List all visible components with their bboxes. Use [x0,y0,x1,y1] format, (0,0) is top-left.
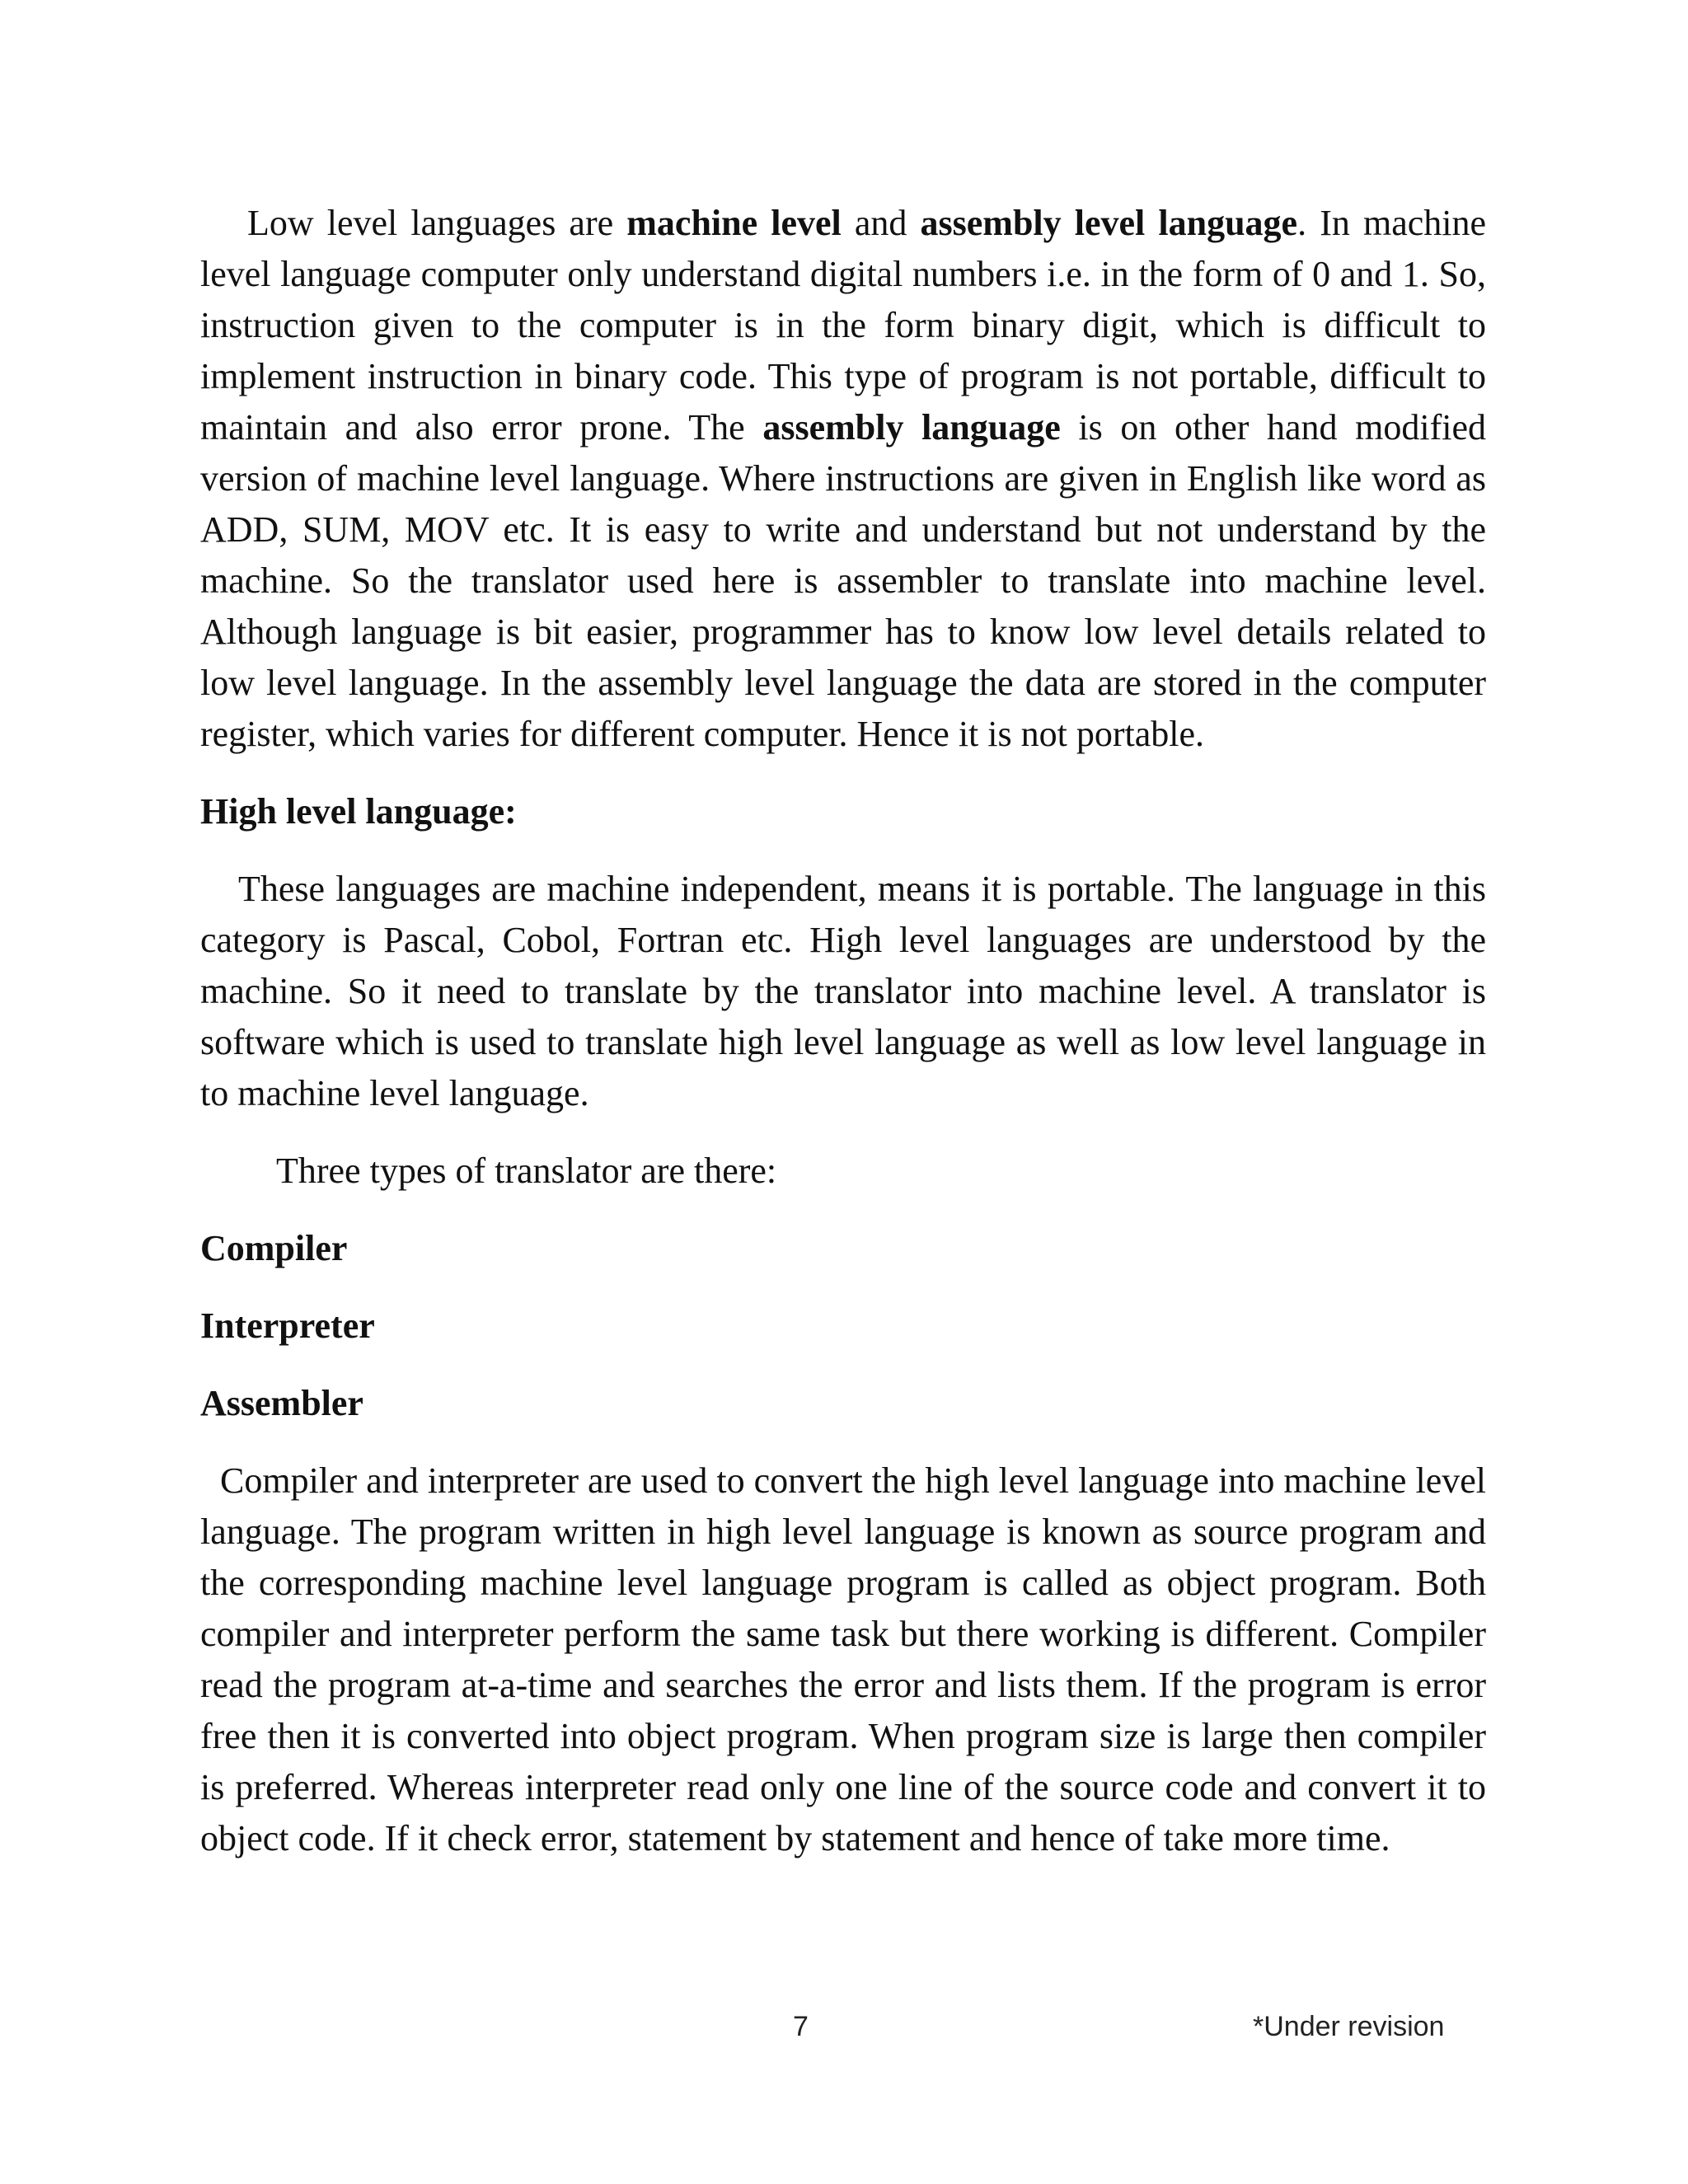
translator-type-compiler: Compiler [200,1228,348,1268]
translator-intro: Three types of translator are there: [276,1151,777,1191]
translator-type-interpreter: Interpreter [200,1305,375,1346]
heading-high-level-language: High level language: [200,791,517,832]
paragraph-low-level [200,198,1486,760]
p1-bold-machine-level: machine level [626,203,842,243]
paragraph-high-level: These languages are machine independent, means it is portable. The language in this category is Pascal, Cobol, Fortran etc. High level languages are understood by the machine. So it need to translate by the translator into machine level. A translator is software which is used to translate high level language as well as low level language in to machine level language. [200,869,1486,1113]
p1-bold-assembly-level-language: assembly level language [920,203,1298,243]
p1-text-2: and [841,203,921,243]
translator-type-assembler: Assembler [200,1383,363,1423]
p1-text-1: Low level languages are [247,203,627,243]
page-number: 7 [793,2011,809,2042]
p1-text-4: is on other hand modified version of machine level language. Where instructions are given in English like word as ADD, SUM, MOV etc. It is easy to write and understand but not understand by the machine. So the translator used here is assembler to translate into machine level. Although language is bit easier, programmer has to know low level details related to low level language. In the assembly level language the data are stored in the computer register, which varies for different computer. Hence it is not portable. [200,407,1486,754]
p1-text-3: . In machine level language computer only understand digital numbers i.e. in the form of 0 and 1. So, instruction given to the computer is in the form binary digit, which is difficult to implement instruction in binary code. This type of program is not portable, difficult to maintain and also error prone. The [200,203,1487,448]
p1-bold-assembly-language: assembly language [762,407,1061,448]
paragraph-compiler-interpreter: Compiler and interpreter are used to convert the high level language into machine level language. The program written in high level language is known as source program and the corresponding machine level language program is called as object program. Both compiler and interpreter perform the same task but there working is different. Compiler read the program at-a-time and searches the error and lists them. If the program is error free then it is converted into object program. When program size is large then compiler is preferred. Whereas interpreter read only one line of the source code and convert it to object code. If it check error, statement by statement and hence of take more time. [200,1460,1486,1858]
body-text [200,198,1486,1864]
revision-note: *Under revision [1253,2011,1445,2042]
